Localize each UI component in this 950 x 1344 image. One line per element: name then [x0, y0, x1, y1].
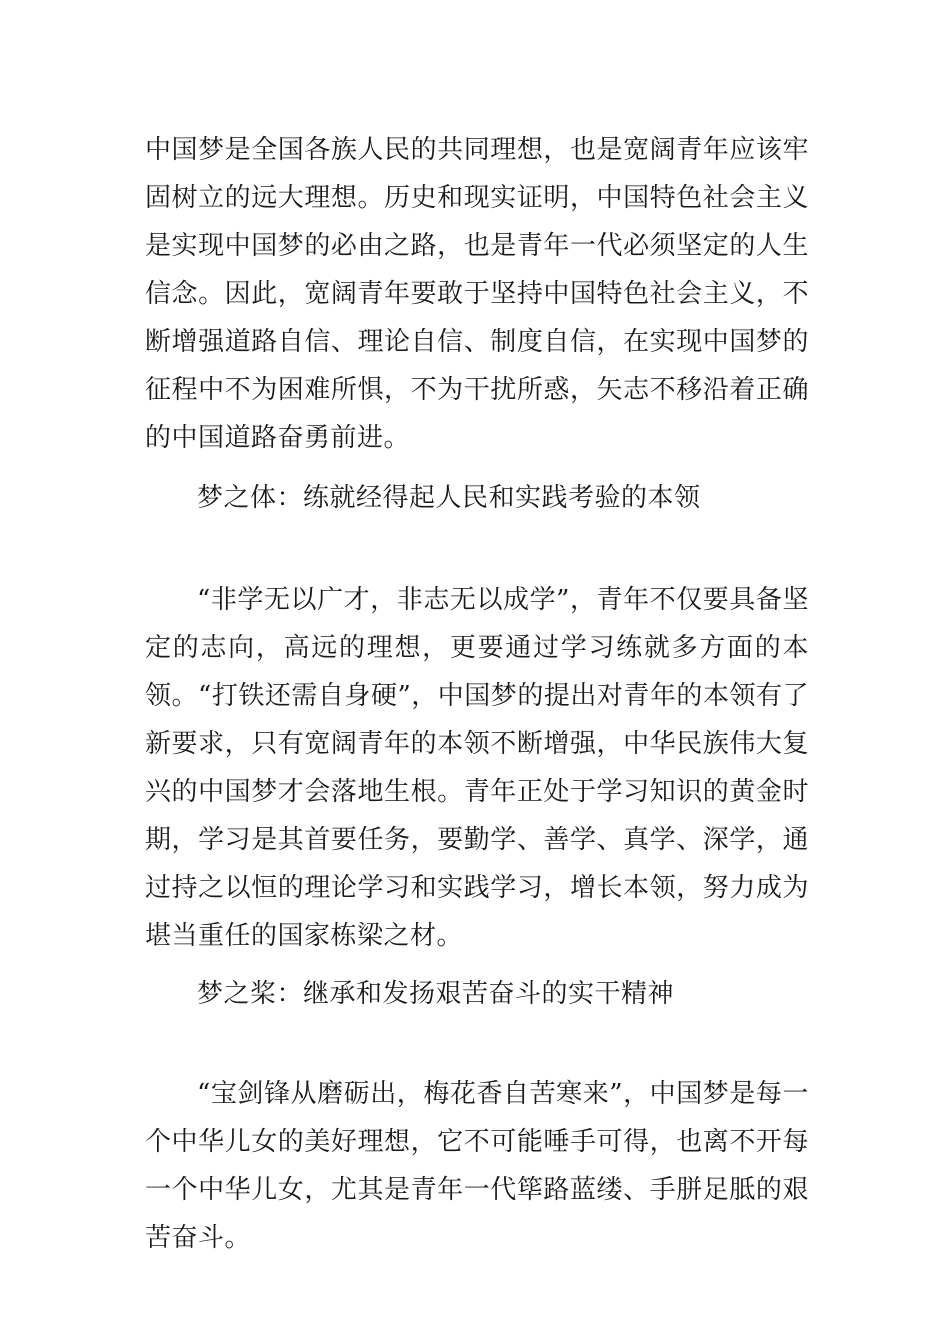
section-heading-body: 梦之体：练就经得起人民和实践考验的本领 [197, 483, 701, 513]
section-heading-oar: 梦之桨：继承和发扬艰苦奋斗的实干精神 [197, 979, 675, 1009]
paragraph-hard-work: “宝剑锋从磨砺出，梅花香自苦寒来”，中国梦是每一个中华儿女的美好理想，它不可能唾手可得，也离不开每一个中华儿女，尤其是青年一代筚路蓝缕、手胼足胝的艰苦奋斗。 [145, 1079, 809, 1253]
paragraph-learning-skills: “非学无以广才，非志无以成学”，青年不仅要具备坚定的志向，高远的理想，更要通过学习练就多方面的本领。“打铁还需自身硬”，中国梦的提出对青年的本领有了新要求，只有宽阔青年的本领不断增强，中华民族伟大复兴的中国梦才会落地生根。青年正处于学习知识的黄金时期，学习是其首要任务，要勤学、善学、真学、深学，通过持之以恒的理论学习和实践学习，增长本领，努力成为堪当重任的国家栋梁之材。 [145, 585, 809, 951]
paragraph-chinese-dream-ideal: 中国梦是全国各族人民的共同理想，也是宽阔青年应该牢固树立的远大理想。历史和现实证明，中国特色社会主义是实现中国梦的必由之路，也是青年一代必须坚定的人生信念。因此，宽阔青年要敢于坚持中国特色社会主义，不断增强道路自信、理论自信、制度自信，在实现中国梦的征程中不为困难所惧，不为干扰所惑，矢志不移沿着正确的中国道路奋勇前进。 [145, 135, 809, 453]
